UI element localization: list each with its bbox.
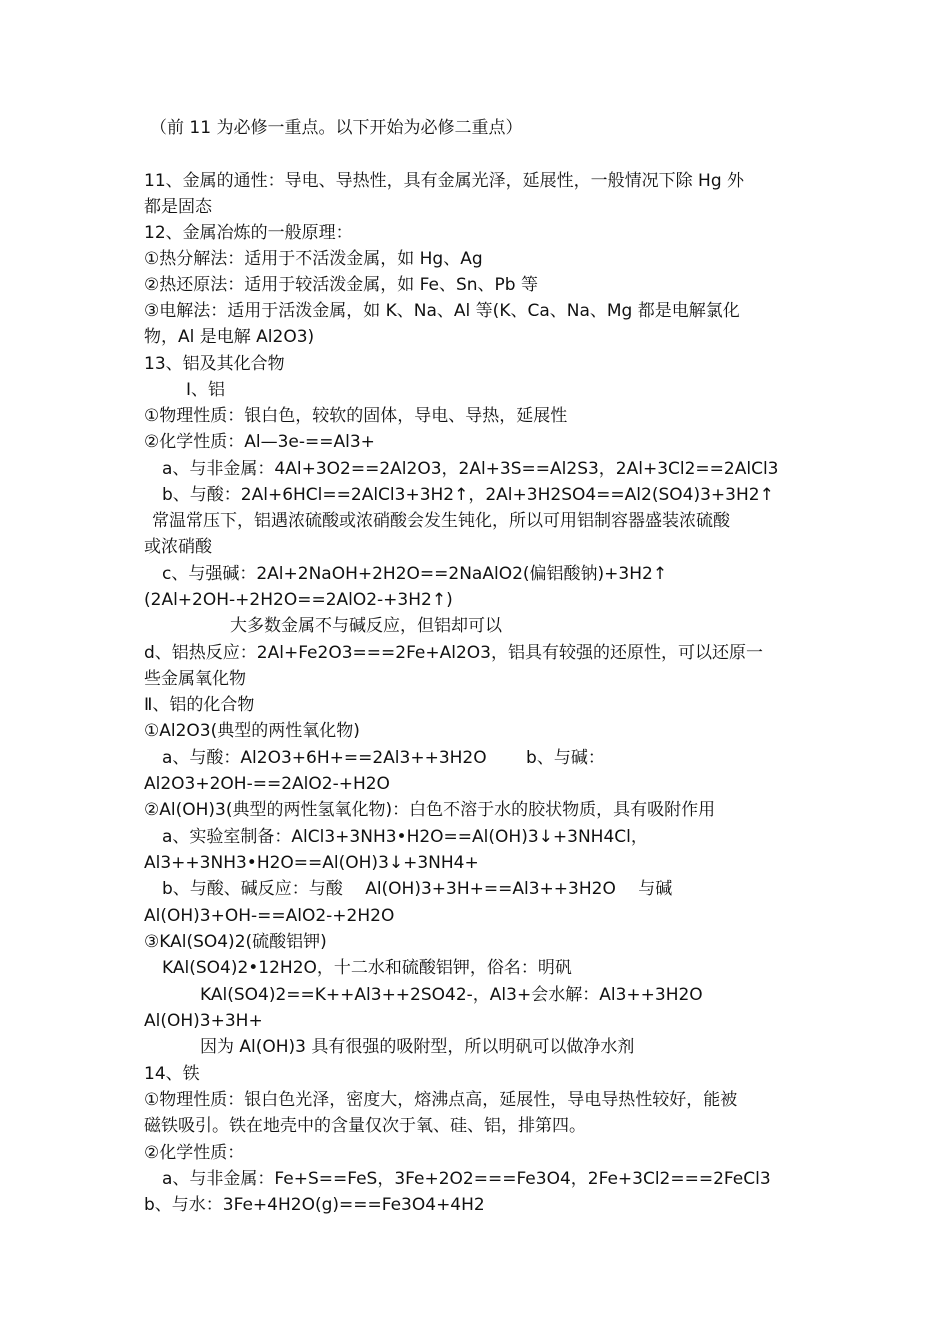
- text-line: KAl(SO4)2==K++Al3++2SO42-，Al3+会水解：Al3++3H2O: [200, 985, 703, 1005]
- text-line: （前 11 为必修一重点。以下开始为必修二重点）: [150, 118, 523, 138]
- text-line: 大多数金属不与碱反应，但铝却可以: [230, 616, 502, 636]
- text-line: ③KAl(SO4)2(硫酸铝钾): [144, 932, 327, 952]
- text-line: ①热分解法：适用于不活泼金属，如 Hg、Ag: [144, 249, 483, 269]
- text-line: 物，Al 是电解 Al2O3): [144, 327, 315, 347]
- text-line: b、与酸：2Al+6HCl==2AlCl3+3H2↑，2Al+3H2SO4==Al2(SO4)3+3H2↑: [162, 485, 774, 505]
- text-line: 因为 Al(OH)3 具有很强的吸附型，所以明矾可以做净水剂: [200, 1037, 635, 1057]
- text-line: KAl(SO4)2•12H2O，十二水和硫酸铝钾，俗名：明矾: [162, 958, 572, 978]
- section-heading: 13、铝及其化合物: [144, 354, 285, 374]
- text-line: ②热还原法：适用于较活泼金属，如 Fe、Sn、Pb 等: [144, 275, 538, 295]
- text-line: (2Al+2OH-+2H2O==2AlO2-+3H2↑): [144, 590, 453, 610]
- text-line: ①Al2O3(典型的两性氧化物): [144, 721, 360, 741]
- text-line: a、与酸：Al2O3+6H+==2Al3++3H2O b、与碱：: [162, 748, 605, 768]
- text-line: ②化学性质：: [144, 1143, 245, 1163]
- text-line: a、与非金属：4Al+3O2==2Al2O3，2Al+3S==Al2S3，2Al+3Cl2==2AlCl3: [162, 459, 779, 479]
- subsection-heading: Ⅱ、铝的化合物: [144, 695, 255, 715]
- text-line: ②Al(OH)3(典型的两性氢氧化物)：白色不溶于水的胶状物质，具有吸附作用: [144, 800, 716, 820]
- text-line: d、铝热反应：2Al+Fe2O3===2Fe+Al2O3，铝具有较强的还原性，可以还原一: [144, 643, 763, 663]
- text-line: 都是固态: [144, 197, 212, 217]
- text-line: a、与非金属：Fe+S==FeS，3Fe+2O2===Fe3O4，2Fe+3Cl2===2FeCl3: [162, 1169, 771, 1189]
- text-line: Al(OH)3+3H+: [144, 1011, 263, 1031]
- text-line: ①物理性质：银白色光泽，密度大，熔沸点高，延展性，导电导热性较好，能被: [144, 1090, 738, 1110]
- text-line: ②化学性质：Al—3e-==Al3+: [144, 432, 375, 452]
- text-line: 11、金属的通性：导电、导热性，具有金属光泽，延展性，一般情况下除 Hg 外: [144, 171, 745, 191]
- text-line: 些金属氧化物: [144, 669, 246, 689]
- text-line: ①物理性质：银白色，较软的固体，导电、导热，延展性: [144, 406, 568, 426]
- text-line: 12、金属冶炼的一般原理：: [144, 223, 353, 243]
- text-line: Al2O3+2OH-==2AlO2-+H2O: [144, 774, 390, 794]
- text-line: 磁铁吸引。铁在地壳中的含量仅次于氧、硅、铝，排第四。: [144, 1116, 586, 1136]
- section-heading: 14、铁: [144, 1064, 200, 1084]
- text-line: b、与酸、碱反应：与酸 Al(OH)3+3H+==Al3++3H2O 与碱: [162, 879, 673, 899]
- text-line: Al3++3NH3•H2O==Al(OH)3↓+3NH4+: [144, 853, 479, 873]
- text-line: Al(OH)3+OH-==AlO2-+2H2O: [144, 906, 395, 926]
- text-line: c、与强碱：2Al+2NaOH+2H2O==2NaAlO2(偏铝酸钠)+3H2↑: [162, 564, 668, 584]
- subsection-heading: Ⅰ、铝: [186, 380, 226, 400]
- text-line: 或浓硝酸: [144, 537, 212, 557]
- text-line: ③电解法：适用于活泼金属，如 K、Na、Al 等(K、Ca、Na、Mg 都是电解氯化: [144, 301, 740, 321]
- text-line: a、实验室制备：AlCl3+3NH3•H2O==Al(OH)3↓+3NH4Cl，: [162, 827, 648, 847]
- text-line: b、与水：3Fe+4H2O(g)===Fe3O4+4H2: [144, 1195, 485, 1215]
- text-line: 常温常压下，铝遇浓硫酸或浓硝酸会发生钝化，所以可用铝制容器盛装浓硫酸: [152, 511, 730, 531]
